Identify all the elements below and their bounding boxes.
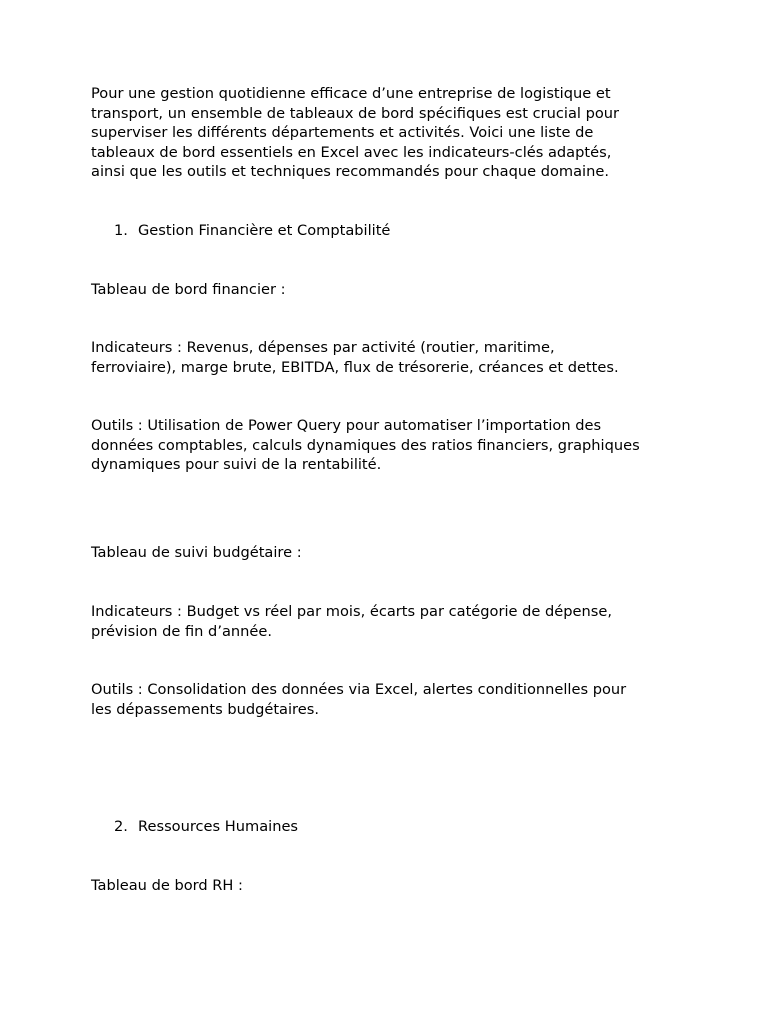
intro-line: Pour une gestion quotidienne efficace d’une entreprise de logistique et (91, 85, 611, 102)
section-title: Gestion Financière et Comptabilité (138, 222, 391, 239)
intro-paragraph (91, 84, 691, 182)
subheading-text: Tableau de bord RH : (91, 877, 243, 894)
paragraph-line: les dépassements budgétaires. (91, 700, 319, 718)
section-heading-finance (114, 221, 390, 241)
paragraph-line: dynamiques pour suivi de la rentabilité. (91, 456, 382, 474)
budget-indicators-paragraph (91, 602, 691, 641)
subheading-text: Tableau de bord financier : (91, 281, 286, 298)
paragraph-line: Outils : Utilisation de Power Query pour automatiser l’importation des (91, 417, 602, 434)
financial-indicators-paragraph (91, 338, 691, 377)
section-heading-hr (114, 817, 298, 837)
paragraph-line: données comptables, calculs dynamiques des ratios financiers, graphiques (91, 436, 640, 454)
budget-tools-paragraph (91, 680, 691, 719)
paragraph-line: Indicateurs : Revenus, dépenses par activité (routier, maritime, (91, 339, 555, 356)
paragraph-line: prévision de fin d’année. (91, 622, 272, 640)
paragraph-line: Indicateurs : Budget vs réel par mois, écarts par catégorie de dépense, (91, 603, 612, 620)
section-title: Ressources Humaines (138, 818, 299, 835)
subheading-budget-dashboard (91, 543, 691, 563)
subheading-text: Tableau de suivi budgétaire : (91, 544, 302, 561)
financial-tools-paragraph (91, 416, 691, 475)
intro-line: superviser les différents départements et activités. Voici une liste de (91, 124, 594, 142)
paragraph-line: Outils : Consolidation des données via Excel, alertes conditionnelles pour (91, 681, 627, 698)
section-number: 2. (114, 818, 128, 835)
section-number: 1. (114, 222, 128, 239)
paragraph-line: ferroviaire), marge brute, EBITDA, flux de trésorerie, créances et dettes. (91, 358, 619, 376)
intro-line: transport, un ensemble de tableaux de bord spécifiques est crucial pour (91, 104, 620, 122)
intro-line: ainsi que les outils et techniques recommandés pour chaque domaine. (91, 163, 609, 181)
intro-line: tableaux de bord essentiels en Excel avec les indicateurs-clés adaptés, (91, 143, 612, 161)
subheading-hr-dashboard (91, 876, 691, 896)
subheading-financial-dashboard (91, 280, 691, 300)
